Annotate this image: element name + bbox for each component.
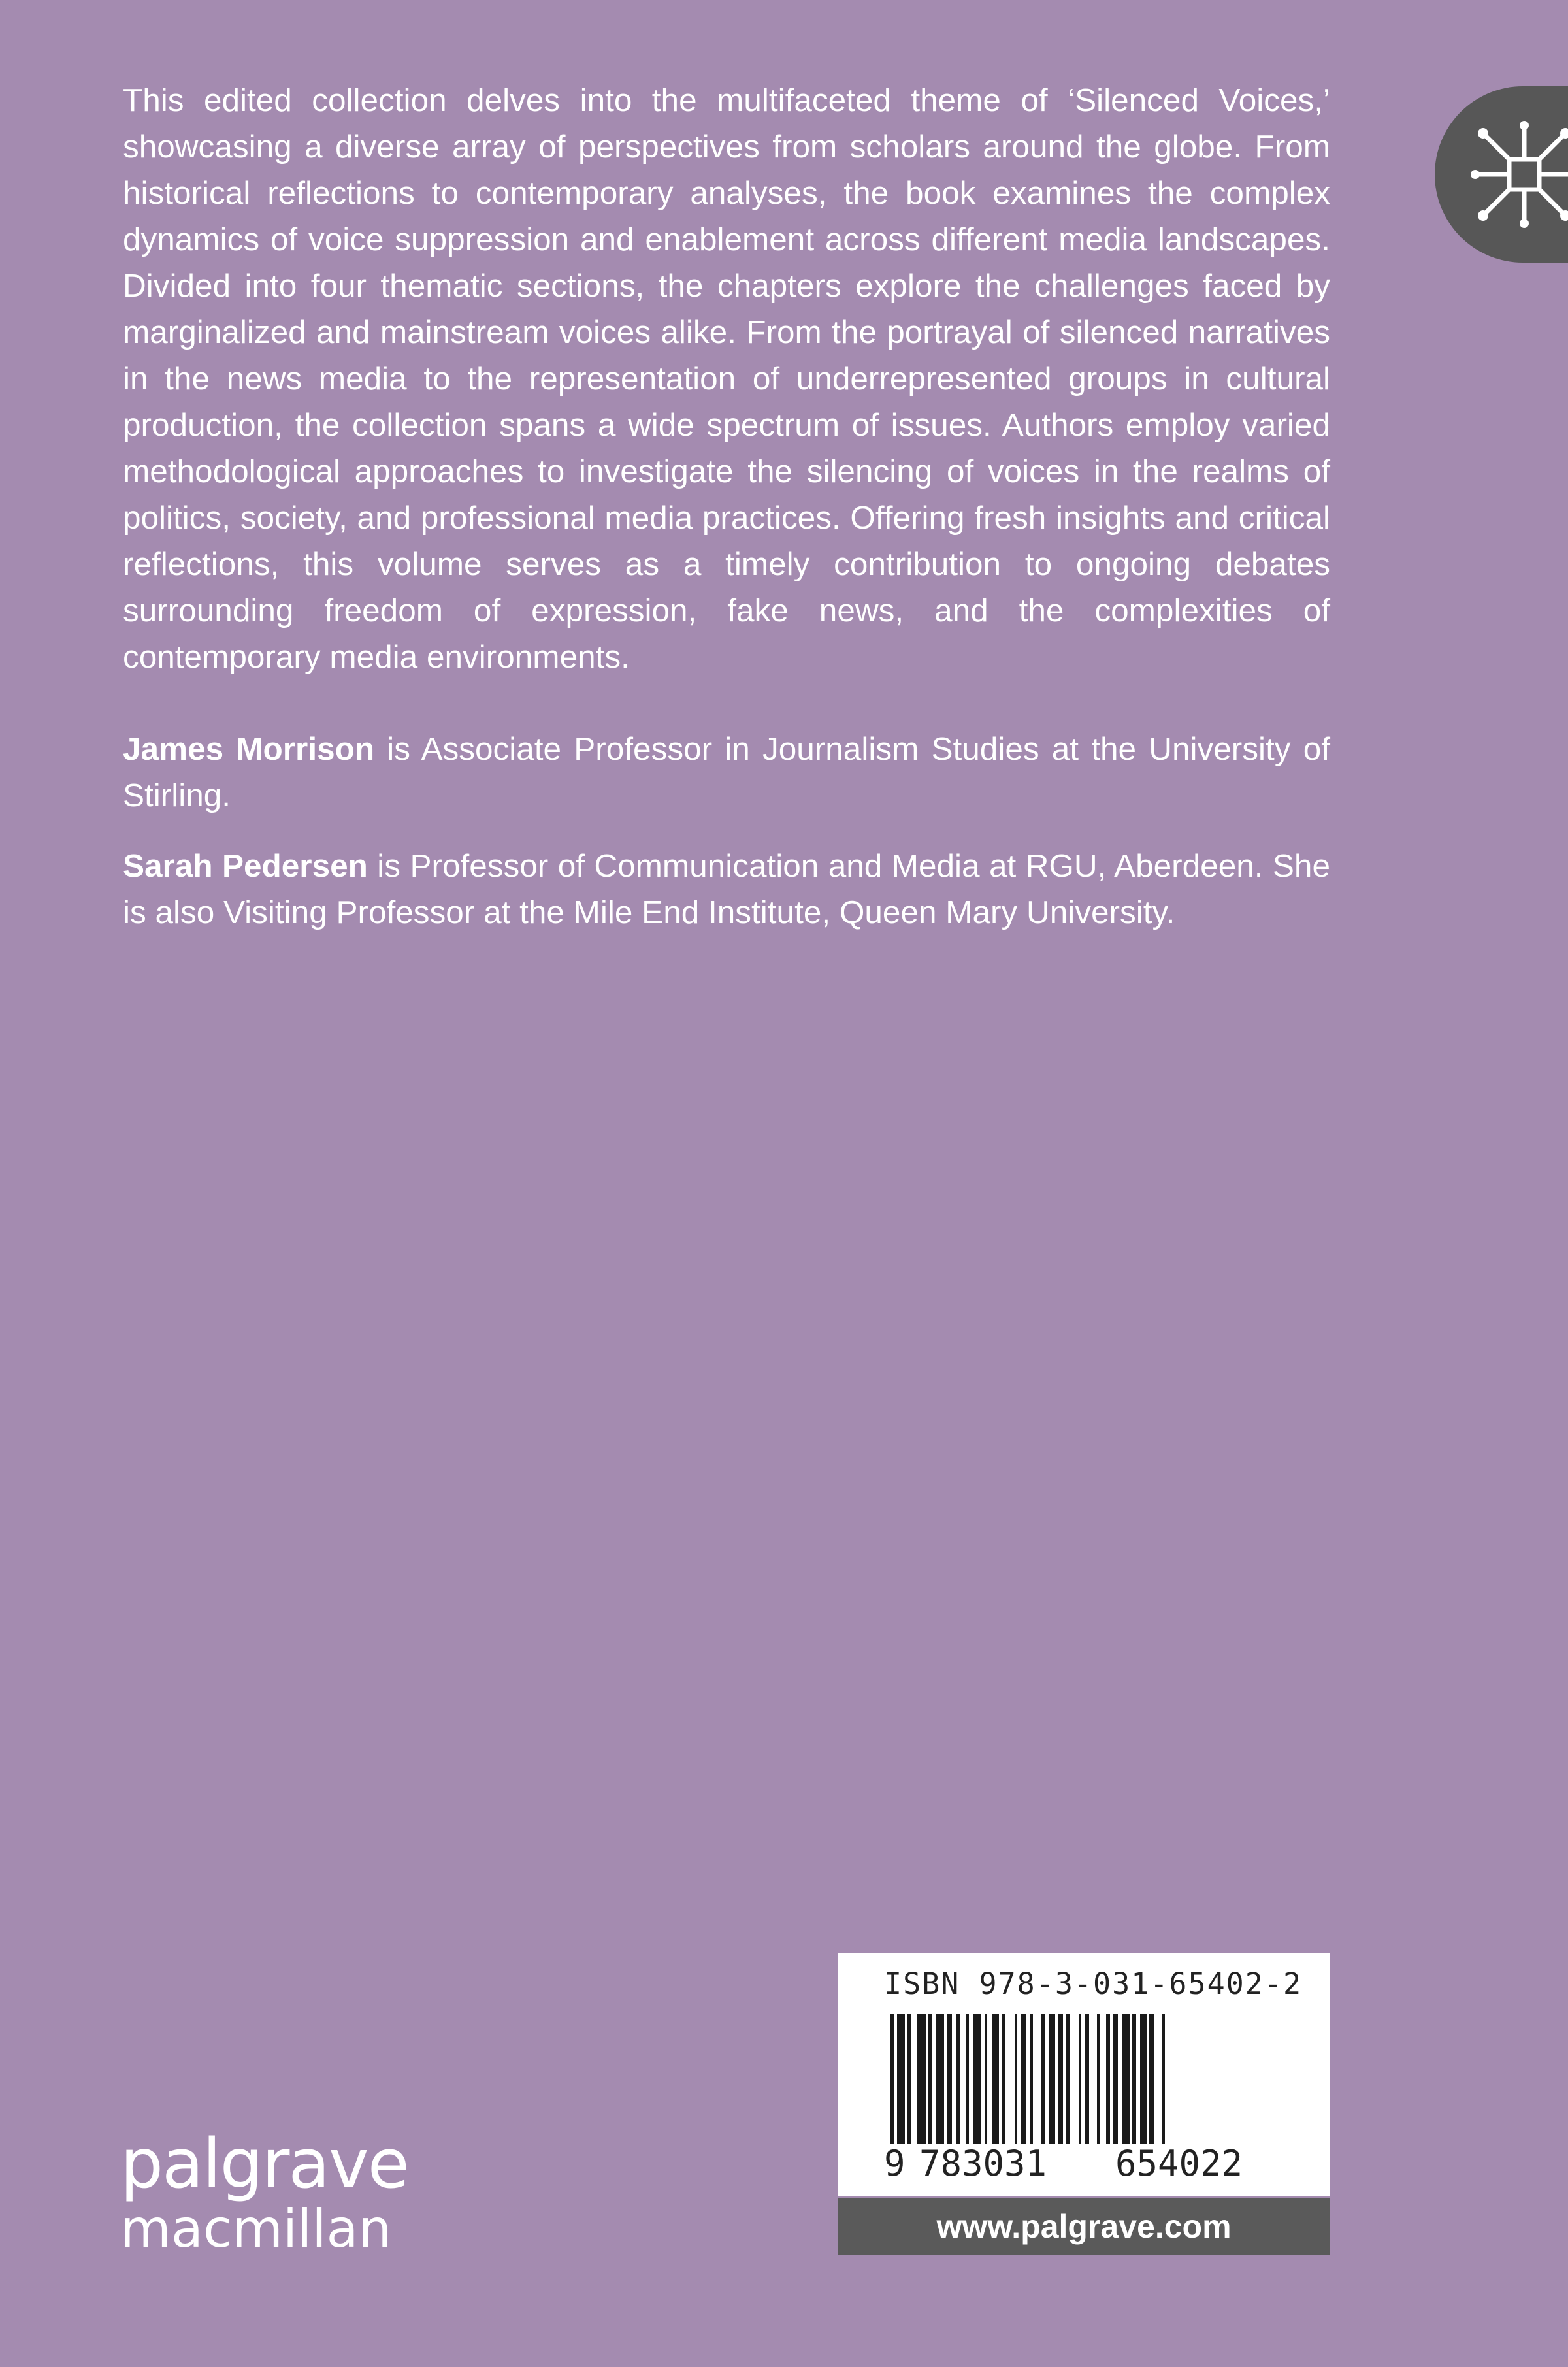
palgrave-network-icon: [1469, 119, 1568, 230]
barcode-bar: [1122, 2014, 1130, 2144]
barcode-bar: [1113, 2014, 1118, 2144]
barcode-bar: [1058, 2014, 1063, 2144]
publisher-badge: [1435, 86, 1568, 263]
isbn-label: ISBN 978-3-031-65402-2: [884, 1967, 1303, 2001]
isbn-barcode: [838, 1953, 1330, 2196]
barcode-bars: [890, 2014, 1282, 2144]
barcode-bar: [1149, 2014, 1154, 2144]
barcode-digit-group-right: 654022: [1115, 2143, 1243, 2184]
barcode-bar: [1015, 2014, 1017, 2144]
barcode-bar: [947, 2014, 952, 2144]
barcode-bar: [985, 2014, 987, 2144]
barcode-digit-lead: 9: [884, 2143, 906, 2184]
barcode-bar: [1030, 2014, 1033, 2144]
barcode-bar: [1079, 2014, 1081, 2144]
barcode-bar: [1140, 2014, 1147, 2144]
author-name: Sarah Pedersen: [123, 848, 368, 884]
barcode-bar: [966, 2014, 969, 2144]
barcode-bar: [1132, 2014, 1136, 2144]
publisher-logo-line1: palgrave: [120, 2124, 408, 2204]
author-bio-text: is Professor of Communication and Media at RGU, Aberdeen. She is also Visiting Professor at the Mile End Institute, Queen Mary University.: [123, 848, 1330, 930]
barcode-bar: [1041, 2014, 1045, 2144]
barcode-bar: [973, 2014, 981, 2144]
author-name: James Morrison: [123, 731, 375, 767]
publisher-logo-line2: macmillan: [120, 2198, 392, 2259]
barcode-bar: [992, 2014, 999, 2144]
publisher-website: www.palgrave.com: [838, 2198, 1330, 2255]
barcode-bar: [907, 2014, 911, 2144]
barcode-bar: [897, 2014, 905, 2144]
publisher-logo: [120, 2124, 408, 2261]
barcode-bar: [936, 2014, 944, 2144]
barcode-bar: [917, 2014, 926, 2144]
author-bio-2: [123, 843, 1330, 936]
author-bio-1: [123, 726, 1330, 819]
author-bio-text: is Associate Professor in Journalism Studies at the University of Stirling.: [123, 731, 1330, 813]
barcode-bar: [1049, 2014, 1055, 2144]
barcode-bar: [1097, 2014, 1100, 2144]
barcode-bar: [928, 2014, 932, 2144]
back-cover-blurb: This edited collection delves into the multifaceted theme of ‘Silenced Voices,’ showcasing a diverse array of perspectives from scholars around the globe. From historical reflections to contemporary analyses, the book examines the complex dynamics of voice suppression and enablement across different media landscapes. Divided into four thematic sections, the chapters explore the challenges faced by marginalized and mainstream voices alike. From the portrayal of silenced narratives in the news media to the representation of underrepresented groups in cultural production, the collection spans a wide spectrum of issues. Authors employ varied methodological approaches to investigate the silencing of voices in the realms of politics, society, and professional media practices. Offering fresh insights and critical reflections, this volume serves as a timely contribution to ongoing debates surrounding freedom of expression, fake news, and the complexities of contemporary media environments.: [123, 82, 1330, 675]
barcode-bar: [1002, 2014, 1005, 2144]
barcode-bar: [1106, 2014, 1110, 2144]
barcode-bar: [956, 2014, 960, 2144]
barcode-bar: [1066, 2014, 1070, 2144]
barcode-bar: [890, 2014, 894, 2144]
barcode-digit-group-left: 783031: [919, 2143, 1047, 2184]
barcode-bar: [1021, 2014, 1026, 2144]
barcode-bar: [1085, 2014, 1089, 2144]
barcode-bar: [1162, 2014, 1165, 2144]
